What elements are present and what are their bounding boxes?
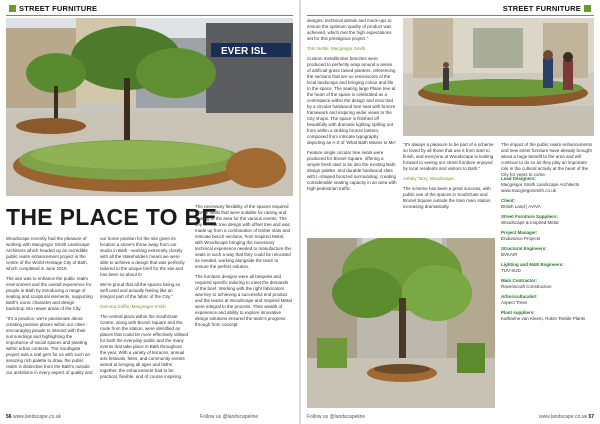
section-label: STREET FURNITURE bbox=[502, 4, 581, 13]
credit-value: Endurance Projects bbox=[501, 236, 541, 241]
paragraph: The central plaza within the SouthGate Centre, along with Brunel Square and the route from the station, were identified as places that could be more effectively utilised for both the everyday public and the many events that take place in Bath throughout the year. With a variety of terraces, annual arts festivals, fetes, and community events aimed at bringing all ages and faiths together, the enhancement had to be practical, flexible, and of course inspiring. bbox=[100, 314, 188, 379]
svg-text:EVER ISL: EVER ISL bbox=[221, 46, 267, 57]
paragraph: The scheme has been a great success, with public use of the spaces in SouthGate and Brunel Square outside the train main station increasing dramatically. bbox=[403, 186, 491, 209]
project-credits bbox=[501, 176, 594, 322]
section-label: STREET FURNITURE bbox=[19, 4, 98, 13]
quote-attribution: Gemma Griffin, Macgregor Smith bbox=[100, 304, 166, 309]
paragraph: We're proud that all the spaces being so well used and actually feeling like an integral part of the fabric of the City." bbox=[100, 282, 181, 299]
paragraph: "It's always a pleasure to be part of a scheme so loved by all those that use it from start to finish, and everyone at Woodscape is looking forward to seeing our street furniture enjoyed by local residents and visitors to Bath." bbox=[403, 142, 494, 171]
left-page bbox=[0, 0, 299, 424]
footer-right bbox=[539, 414, 594, 420]
people-seating-photo bbox=[403, 18, 594, 136]
header-rule bbox=[307, 15, 594, 16]
credit-label: Structural Engineers: bbox=[501, 246, 547, 251]
credit-value: Woodscape & Inspired Metal bbox=[501, 220, 559, 225]
section-marker-icon bbox=[9, 5, 16, 12]
left-column-3 bbox=[195, 204, 293, 332]
right-column-2 bbox=[403, 142, 495, 214]
paragraph: Woodscape recently had the pleasure of working with Macgregor Smith Landscape Architects which headed up an incredible public realm enhancement project in the centre of the World Heritage City of Bath, which completed in June 2019. bbox=[6, 236, 90, 271]
credit-value: Aspect Trees bbox=[501, 300, 528, 305]
credit-value: British Land | AVIVA bbox=[501, 204, 541, 209]
credit-label: Client: bbox=[501, 198, 515, 203]
quote-attribution: Tom Nottle, Macgregor Smith. bbox=[307, 46, 367, 51]
paragraph: The necessary flexibility of the spaces required planter walls that were suitable for raising and seating of the area for the various events. The key circular tree design with offset tree and was made up from a combination of timber slats and intricate bench sections, from Inspired Metal, with Woodscape bringing the necessary technical experience needed to manufacture the seats in such a way that they could be relocated as needed, working alongside the team to ensure the perfect solution. bbox=[195, 204, 292, 269]
credit-label: Plant suppliers: bbox=[501, 310, 535, 315]
header-rule bbox=[6, 15, 293, 16]
paragraph: Custom metal/timber benches were produced to perfectly wrap around a series of artificial-grass raised planters, referencing the sections that are so reminiscent of the local landscape and bringing colour and life to the space. The seating large Plane tree at the heart of the space is celebrated as a centrepiece within the design and encircled by a circular hardwood tree seat with bronze framework and inspiring wider views to the City shops. The space is finished off beautifully with dramatic lighting spilling out from within a striking bronze lantern, composed from intricate typography depicting an A-Z of 'What Bath Means to Me'. bbox=[307, 56, 398, 145]
paragraph: designs, technical details and mock-ups to ensure the optimum quality of product was achieved, which met the high expectations set for this prestigious project." bbox=[307, 18, 392, 41]
paragraph: "It's a practice, we're passionate about creating positive places within our cities - encouraging people to interact with their surroundings and highlighting the importance of social spaces and planting within urban contexts. The Southgate project was a real gem for us with such an amazing rich palette to draw, the public realm is distinctive from the Bath's outside our ambitions in every aspect of quality and bbox=[6, 316, 93, 375]
section-header bbox=[503, 3, 594, 14]
credit-label: Arboriculturalist: bbox=[501, 294, 538, 299]
paragraph: The impact of the public realm enhancements and new street furniture have already brought about a huge benefit to the area and will continue to do so as they play an important role in the cultural activity at the heart of the City for years to come. bbox=[501, 142, 593, 177]
section-marker-icon bbox=[584, 5, 591, 12]
site-url[interactable]: www.landscape.co.uk bbox=[538, 414, 588, 420]
page-number: 56 bbox=[6, 414, 12, 420]
article-title: THE PLACE TO BE bbox=[6, 204, 218, 230]
credit-value: BVKAIR bbox=[501, 252, 518, 257]
paragraph: The furniture designs were all bespoke and required specific tailoring to meet the demands of the brief. Working with the right fabricators was key to achieving a successful end product and the teams at Woodscape and Inspired Metal were integral to the process. Their wealth of experience and ability to explore innovative design solutions ensured the team's progress through from concept bbox=[195, 274, 292, 327]
credit-value: Macgregor Smith Landscape Architects www.macgregorsmith.co.uk bbox=[501, 182, 580, 193]
credit-label: Street Furniture Suppliers: bbox=[501, 214, 559, 219]
page-number: 57 bbox=[588, 414, 594, 420]
credit-label: Lead Designers: bbox=[501, 176, 537, 181]
right-page bbox=[301, 0, 600, 424]
credit-label: Lighting and M&E Engineers: bbox=[501, 262, 564, 267]
right-column-1 bbox=[307, 18, 397, 196]
left-column-2 bbox=[100, 236, 188, 384]
paragraph: our home position for the site given its location a stone's throw away from our studio in Bath - working extremely closely with all the stakeholders meant we were able to achieve a design that was perfectly tailored to the unique brief for the site and has been so about it! bbox=[100, 236, 185, 277]
credit-value: Katharine van Kleem, Robin Teeble Plants bbox=[501, 316, 586, 321]
left-column-1 bbox=[6, 236, 94, 380]
credit-label: Main Contractor: bbox=[501, 278, 537, 283]
quote-attribution: Ashley Tarry, Woodscape. bbox=[403, 176, 455, 181]
plaza-photo bbox=[6, 18, 293, 196]
credit-value: TUV-SUD bbox=[501, 268, 521, 273]
footer-follow-left[interactable]: Follow us @landscapeline bbox=[200, 414, 259, 420]
footer-left bbox=[6, 414, 61, 420]
section-header bbox=[6, 3, 97, 14]
tree-seat-photo bbox=[307, 238, 495, 408]
footer-follow-right[interactable]: Follow us @landscapeline bbox=[307, 414, 366, 420]
credit-value: Ravenscraft Construction bbox=[501, 284, 552, 289]
site-url[interactable]: www.landscape.co.uk bbox=[12, 414, 62, 420]
paragraph: Feature single circular tree seats were produced for Brunel Square, offering a simple fresh start to be into the existing Bath design palette, and durable hardwood slats with L-shaped bronzed surrounding, creating considerable seating capacity in an area with high pedestrian traffic. bbox=[307, 150, 397, 191]
credit-label: Project Manager: bbox=[501, 230, 538, 235]
paragraph: The aim was to enhance the public realm environment and the overall experience for people in Bath by introducing a range of seating and sculptural elements, supporting Bath's iconic character and design backdrop into newer areas of the City. bbox=[6, 276, 93, 311]
